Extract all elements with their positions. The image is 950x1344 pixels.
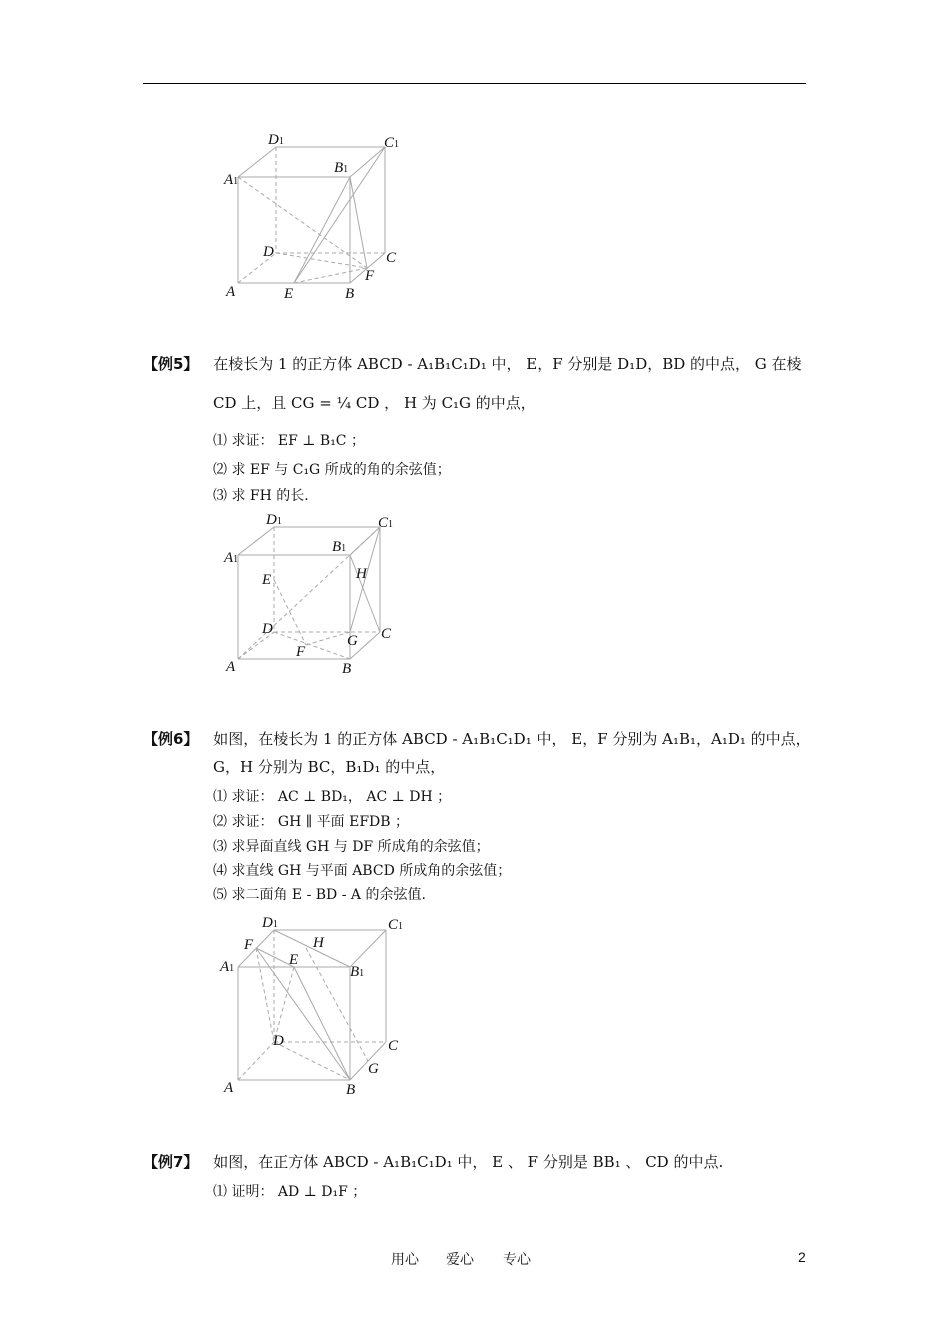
ex5-tag: 【例5】 bbox=[143, 355, 199, 373]
ex6-text1: 如图，在棱长为 1 的正方体 ABCD - A₁B₁C₁D₁ 中， E，F 分别为 A₁B₁，A₁D₁ 的中点， bbox=[213, 730, 811, 748]
ex6-item5: ⑸ 求二面角 E - BD - A 的余弦值. bbox=[213, 887, 426, 903]
ex7-line1 bbox=[143, 1152, 723, 1172]
label-A1: A1 bbox=[224, 550, 239, 566]
ex6-item1: ⑴ 求证： AC ⊥ BD₁， AC ⊥ DH ； bbox=[213, 789, 452, 805]
label-A1: A1 bbox=[220, 959, 235, 975]
label-E: E bbox=[262, 572, 272, 588]
label-D: D bbox=[273, 1033, 284, 1049]
header-rule bbox=[143, 83, 806, 84]
label-C: C bbox=[381, 626, 392, 642]
label-B1: B1 bbox=[350, 964, 365, 980]
footer-text-b: 爱心 bbox=[446, 1252, 474, 1268]
label-F: F bbox=[244, 937, 254, 953]
label-D: D bbox=[262, 621, 273, 637]
label-C1: C1 bbox=[388, 917, 404, 933]
label-B1: B1 bbox=[332, 539, 347, 555]
label-D: D bbox=[263, 244, 274, 260]
label-F: F bbox=[296, 644, 306, 660]
label-C1: C1 bbox=[378, 515, 394, 531]
label-G: G bbox=[347, 633, 358, 649]
label-H: H bbox=[313, 935, 324, 951]
ex5-line1 bbox=[143, 354, 802, 374]
label-B: B bbox=[346, 1082, 356, 1098]
label-B1: B1 bbox=[334, 160, 349, 176]
ex6-tag: 【例6】 bbox=[143, 730, 199, 748]
footer-text-a: 用心 bbox=[391, 1252, 419, 1268]
label-A: A bbox=[226, 284, 236, 300]
ex5-item2: ⑵ 求 EF 与 C₁G 所成的角的余弦值； bbox=[213, 462, 451, 478]
label-B: B bbox=[342, 661, 352, 677]
label-D1: D1 bbox=[268, 132, 284, 148]
page-number: 2 bbox=[798, 1249, 806, 1265]
ex7-tag: 【例7】 bbox=[143, 1153, 199, 1171]
footer-text-c: 专心 bbox=[503, 1252, 531, 1268]
ex6-item4: ⑷ 求直线 GH 与平面 ABCD 所成角的余弦值； bbox=[213, 863, 512, 879]
ex5-item3: ⑶ 求 FH 的长. bbox=[213, 488, 309, 504]
label-E: E bbox=[284, 286, 294, 302]
label-D1: D1 bbox=[262, 915, 278, 931]
label-A: A bbox=[224, 1080, 234, 1096]
ex6-item2: ⑵ 求证： GH ∥ 平面 EFDB ； bbox=[213, 814, 410, 830]
label-C: C bbox=[388, 1038, 399, 1054]
label-G: G bbox=[368, 1061, 379, 1077]
cube-figure-3 bbox=[210, 910, 410, 1100]
label-E: E bbox=[289, 952, 299, 968]
cube-figure-1 bbox=[210, 125, 410, 310]
label-B: B bbox=[345, 286, 355, 302]
ex7-text1: 如图，在正方体 ABCD - A₁B₁C₁D₁ 中， E 、 F 分别是 BB₁ 、 CD 的中点. bbox=[213, 1153, 724, 1171]
label-A: A bbox=[226, 659, 236, 675]
label-C: C bbox=[386, 250, 397, 266]
ex6-line1 bbox=[143, 729, 811, 749]
cube-figure-2 bbox=[210, 505, 410, 690]
ex5-item1: ⑴ 求证： EF ⊥ B₁C ； bbox=[213, 433, 365, 449]
ex6-line2: G，H 分别为 BC，B₁D₁ 的中点， bbox=[213, 758, 446, 776]
label-C1: C1 bbox=[384, 135, 400, 151]
label-H: H bbox=[356, 566, 367, 582]
ex5-line2: CD 上，且 CG = ¼ CD ， H 为 C₁G 的中点， bbox=[213, 394, 536, 412]
label-A1: A1 bbox=[224, 172, 239, 188]
label-F: F bbox=[365, 268, 375, 284]
label-D1: D1 bbox=[266, 512, 282, 528]
ex5-text1: 在棱长为 1 的正方体 ABCD - A₁B₁C₁D₁ 中， E，F 分别是 D₁D，BD 的中点， G 在棱 bbox=[213, 355, 802, 373]
ex6-item3: ⑶ 求异面直线 GH 与 DF 所成角的余弦值； bbox=[213, 839, 490, 855]
ex7-item1: ⑴ 证明： AD ⊥ D₁F ； bbox=[213, 1184, 367, 1200]
